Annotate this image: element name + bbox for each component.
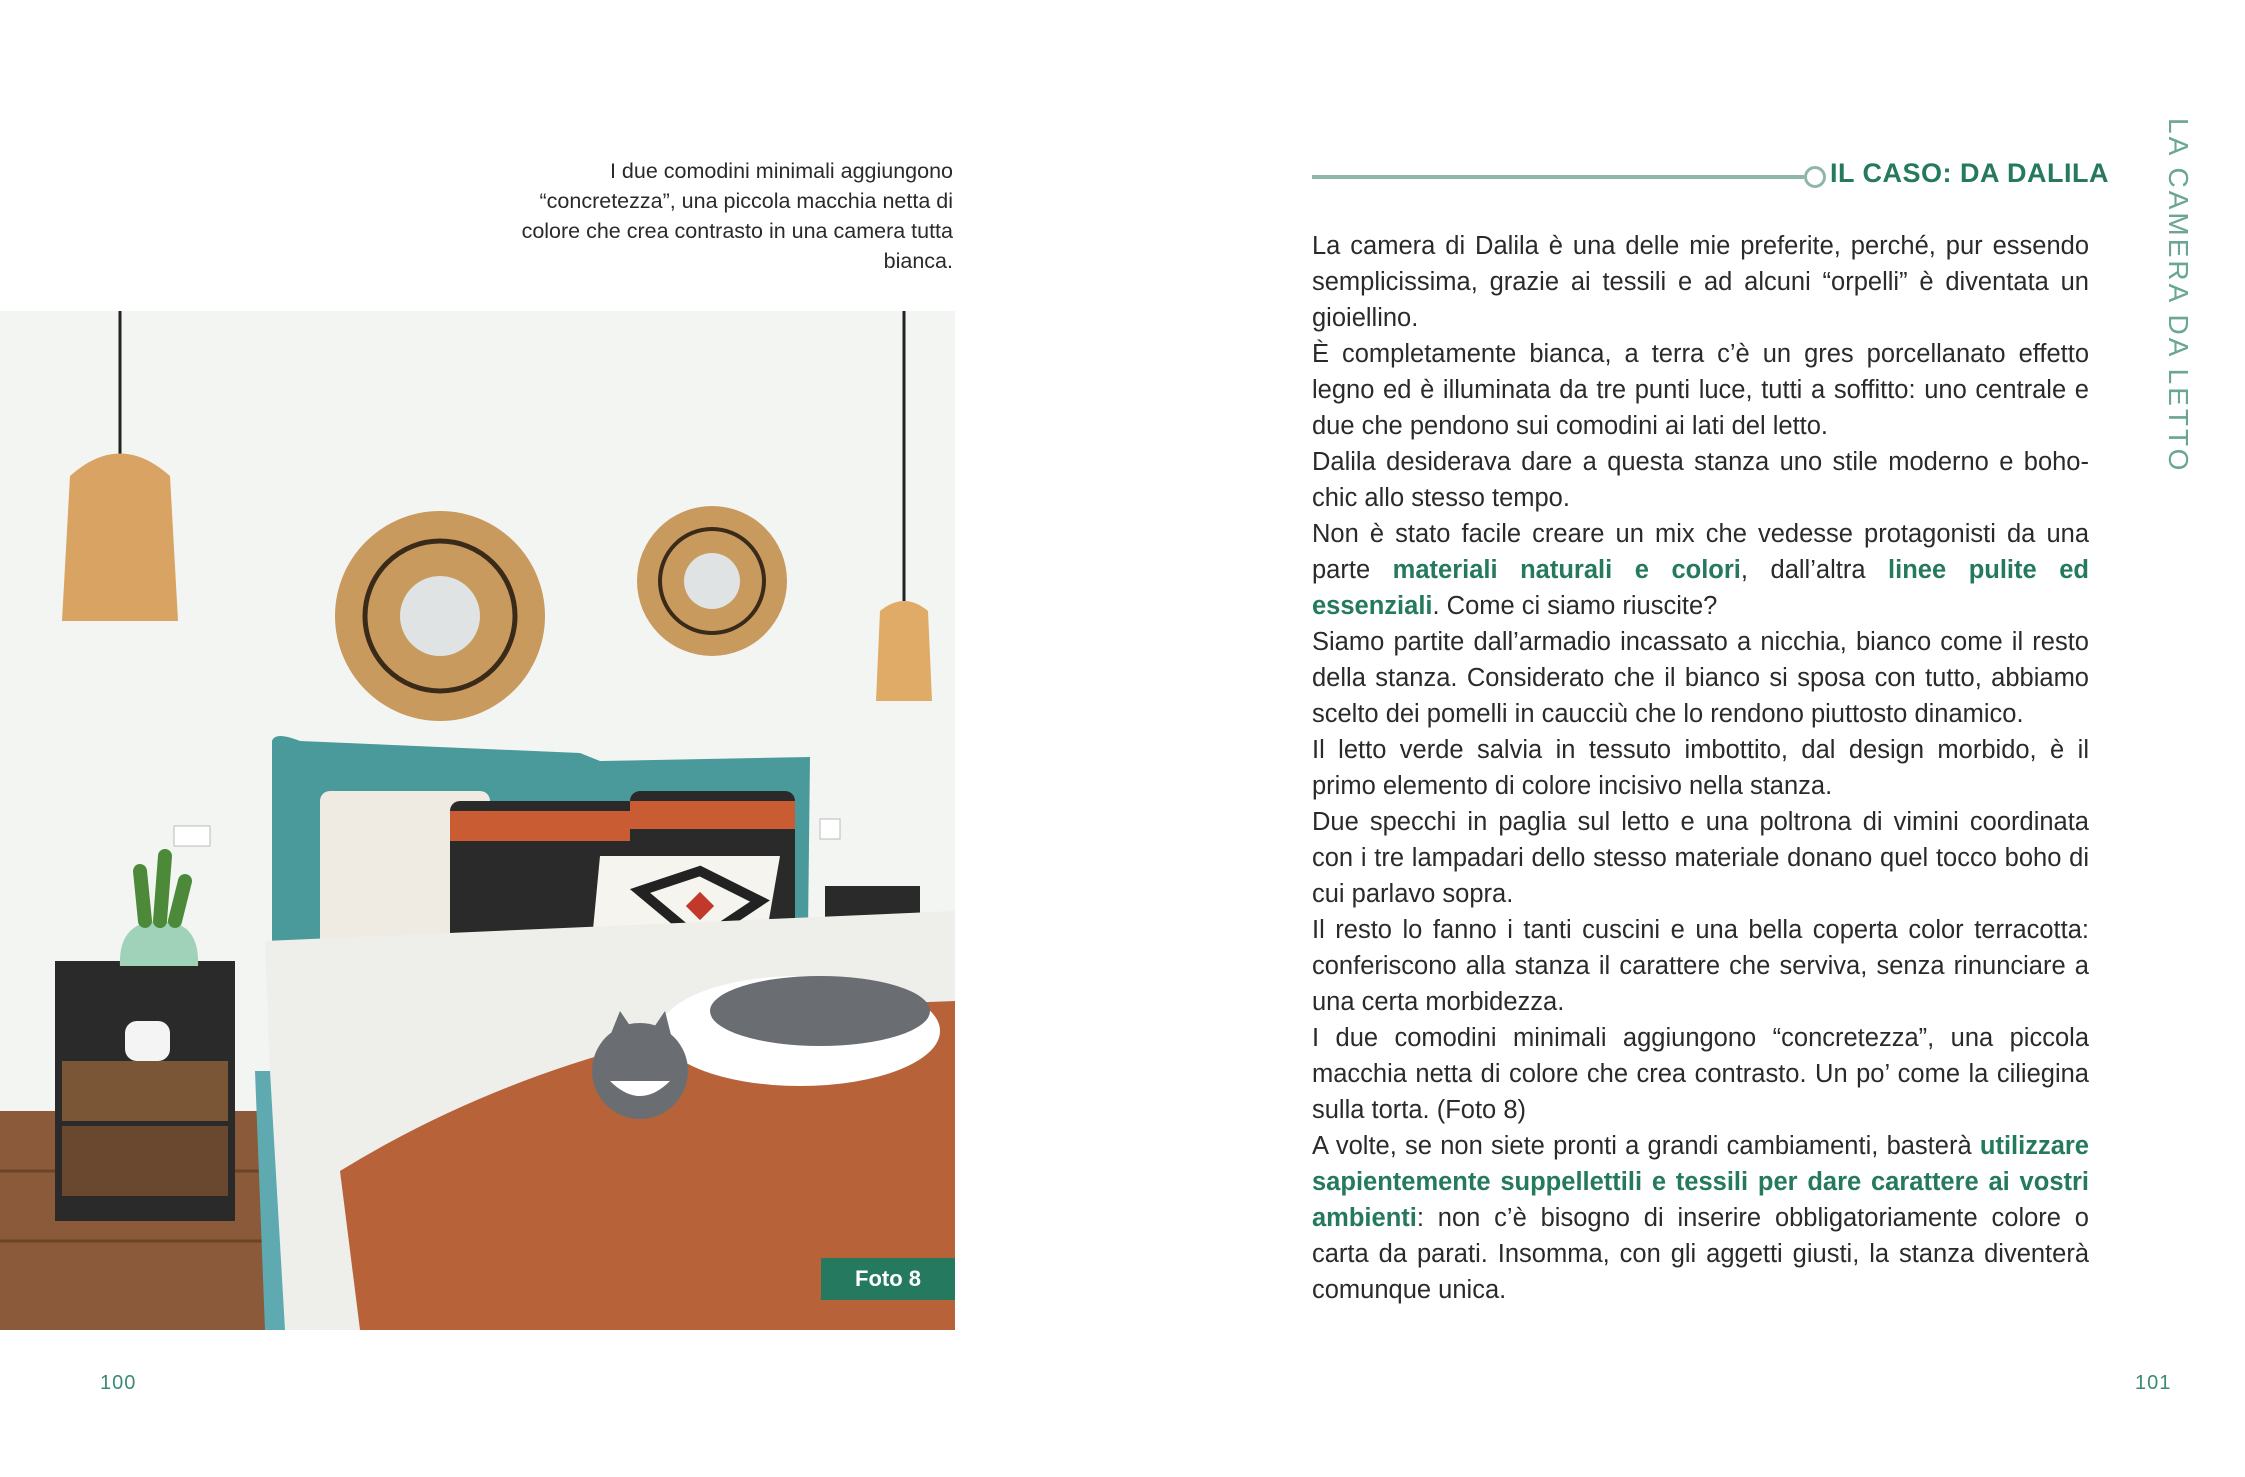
- paragraph: I due comodini minimali aggiungono “concretezza”, una piccola macchia netta di colore che crea contrasto. Un po’ come la ciliegina sulla torta. (Foto 8): [1312, 1024, 2089, 1124]
- highlight-text: utilizzare sapientemente suppellettili e tessili per dare carattere ai vostri ambienti: [1312, 1132, 2089, 1232]
- photo-label: Foto 8: [821, 1258, 955, 1300]
- paragraph: [1312, 516, 2089, 624]
- highlight-text: materiali naturali e colori: [1392, 556, 1741, 584]
- page-number-left: 100: [100, 1372, 137, 1394]
- text-run: A volte, se non siete pronti a grandi cambiamenti, basterà: [1312, 1132, 1980, 1160]
- section-title: IL CASO: DA DALILA: [1830, 158, 2109, 188]
- paragraph: Il resto lo fanno i tanti cuscini e una bella coperta color terracotta: conferiscono alla stanza il carattere che serviva, senza rinunciare a una certa morbidezza.: [1312, 916, 2089, 1016]
- paragraph: [1312, 1128, 2089, 1308]
- highlight-text: linee pulite ed essenziali: [1312, 556, 2089, 620]
- bedroom-photo: [0, 311, 955, 1330]
- text-run: Non è stato facile creare un mix che vedesse protagonisti da una parte: [1312, 520, 2089, 584]
- paragraph: Dalila desiderava dare a questa stanza uno stile moderno e boho-chic allo stesso tempo.: [1312, 448, 2089, 512]
- page-number-right: 101: [2135, 1372, 2172, 1394]
- header-rule: [1312, 175, 1804, 179]
- text-run: : non c’è bisogno di inserire obbligatoriamente colore o carta da parati. Insomma, con gli aggetti giusti, la stanza diventerà comunque unica.: [1312, 1204, 2089, 1304]
- paragraph: È completamente bianca, a terra c’è un gres porcellanato effetto legno ed è illuminata da tre punti luce, tutti a soffitto: uno centrale e due che pendono sui comodini ai lati del letto.: [1312, 340, 2089, 440]
- body-text: [1312, 228, 2089, 1308]
- paragraph: Siamo partite dall’armadio incassato a nicchia, bianco come il resto della stanza. Considerato che il bianco si sposa con tutto, abbiamo scelto dei pomelli in caucciù che lo rendono piuttosto dinamico.: [1312, 628, 2089, 728]
- paragraph: Il letto verde salvia in tessuto imbottito, dal design morbido, è il primo elemento di colore incisivo nella stanza.: [1312, 736, 2089, 800]
- paragraph: Due specchi in paglia sul letto e una poltrona di vimini coordinata con i tre lampadari dello stesso materiale donano quel tocco boho di cui parlavo sopra.: [1312, 808, 2089, 908]
- text-run: . Come ci siamo riuscite?: [1432, 592, 1718, 620]
- running-head: LA CAMERA DA LETTO: [2163, 118, 2194, 474]
- text-run: , dall’altra: [1740, 556, 1889, 584]
- paragraph: La camera di Dalila è una delle mie preferite, perché, pur essendo semplicissima, grazie ai tessili e ad alcuni “orpelli” è diventata un gioiellino.: [1312, 232, 2089, 332]
- photo-caption: I due comodini minimali aggiungono “concretezza”, una piccola macchia netta di colore che crea contrasto in una camera tutta bianca.: [521, 159, 953, 273]
- header-rule-dot: [1804, 166, 1826, 188]
